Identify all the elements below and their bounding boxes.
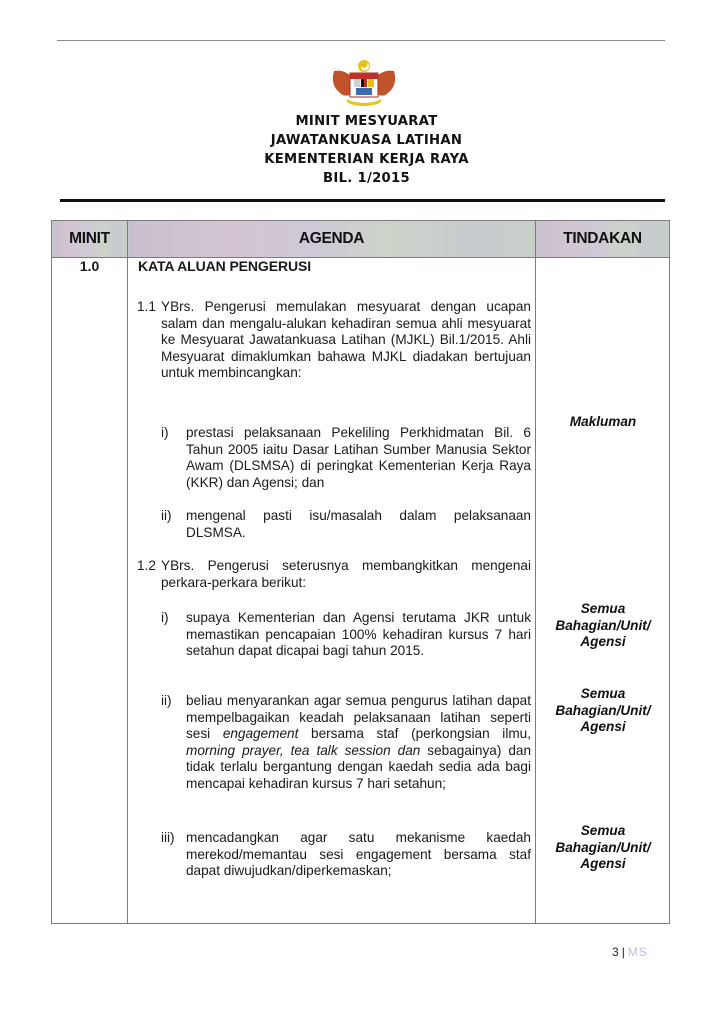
text-part: sebagainya) dan tidak terlalu bergantung dengan kaedah sedia ada bagi mencapai kehadiran kursus 7 hari setahun; xyxy=(186,742,531,791)
table-row xyxy=(52,258,670,924)
tindakan-line: Semua xyxy=(580,823,626,838)
top-divider xyxy=(57,40,665,41)
tindakan-1-2-i xyxy=(536,601,670,651)
text-part: bersama staf (perkongsian ilmu, xyxy=(298,726,532,742)
agenda-item-1-1 xyxy=(137,299,531,382)
tindakan-line: Bahagian/Unit/ xyxy=(555,617,651,633)
minit-number: 1.0 xyxy=(52,258,128,924)
subitem-text: mencadangkan agar satu mekanisme kaedah merekod/memantau sesi engagement bersama staf dapat diwujudkan/diperkemaskan; xyxy=(186,830,531,879)
agenda-cell xyxy=(128,258,536,924)
title-line-4: BIL. 1/2015 xyxy=(323,171,410,186)
malaysia-coat-of-arms-icon xyxy=(328,57,400,109)
title-divider xyxy=(60,199,665,202)
tindakan-line: Semua xyxy=(580,601,626,616)
item-text: YBrs. Pengerusi seterusnya membangkitkan mengenai perkara-perkara berikut: xyxy=(161,558,531,590)
tindakan-makluman: Makluman xyxy=(569,414,637,429)
subitem-number: ii) xyxy=(161,693,172,708)
agenda-item-1-2 xyxy=(137,558,531,591)
agenda-subitem-1-1-i xyxy=(161,425,531,491)
document-title xyxy=(0,112,727,188)
text-part: beliau menyarankan agar semua pengurus latihan dapat mempelbagaikan keadah pelaksanaan latihan seperti sesi xyxy=(186,693,531,742)
tindakan-line: Agensi xyxy=(580,856,626,872)
agenda-subitem-1-2-iii xyxy=(161,830,531,880)
item-text: YBrs. Pengerusi memulakan mesyuarat dengan ucapan salam dan mengalu-alukan kehadiran semua ahli mesyuarat ke Mesyuarat Jawatankuasa Latihan (MJKL) Bil.1/2015. Ahli Mesyuarat dimaklumkan bahawa MJKL diadakan bertujuan untuk membincangkan: xyxy=(161,299,531,381)
column-header-agenda: AGENDA xyxy=(128,221,536,258)
subitem-text: prestasi pelaksanaan Pekeliling Perkhidmatan Bil. 6 Tahun 2005 iaitu Dasar Latihan Sumber Manusia Sektor Awam (DLSMSA) di peringkat Kementerian Kerja Raya (KKR) dan Agensi; dan xyxy=(186,425,531,490)
table-header-row xyxy=(52,221,670,258)
page-footer xyxy=(612,945,648,959)
agenda-subitem-1-2-ii xyxy=(161,693,531,793)
tindakan-1-2-ii xyxy=(536,686,670,736)
subitem-number: ii) xyxy=(161,508,172,523)
item-number: 1.2 xyxy=(137,558,156,573)
text-part-italic: morning prayer, tea talk session dan xyxy=(186,742,421,758)
tindakan-line: Bahagian/Unit/ xyxy=(555,839,651,855)
tindakan-1-2-iii xyxy=(536,823,670,873)
footer-initials: MS xyxy=(627,945,648,959)
tindakan-line: Semua xyxy=(580,686,626,701)
tindakan-line: Bahagian/Unit/ xyxy=(555,702,651,718)
text-part-italic: engagement xyxy=(222,726,299,742)
subitem-number: iii) xyxy=(161,830,175,845)
subitem-number: i) xyxy=(161,610,169,625)
title-line-2: JAWATANKUASA LATIHAN xyxy=(270,133,463,148)
subitem-number: i) xyxy=(161,425,169,440)
page-number: 3 xyxy=(612,945,619,959)
tindakan-line: Agensi xyxy=(580,634,626,650)
subitem-text xyxy=(186,693,531,793)
minutes-table xyxy=(51,220,670,924)
section-heading: KATA ALUAN PENGERUSI xyxy=(138,258,312,274)
column-header-minit: MINIT xyxy=(52,221,128,258)
title-line-3: KEMENTERIAN KERJA RAYA xyxy=(264,152,469,167)
column-header-tindakan: TINDAKAN xyxy=(536,221,670,258)
item-number: 1.1 xyxy=(137,299,156,314)
footer-separator: | xyxy=(621,945,625,959)
subitem-text: mengenal pasti isu/masalah dalam pelaksanaan DLSMSA. xyxy=(186,508,531,540)
title-line-1: MINIT MESYUARAT xyxy=(295,114,438,129)
agenda-subitem-1-2-i xyxy=(161,610,531,660)
tindakan-line: Agensi xyxy=(580,719,626,735)
agenda-subitem-1-1-ii xyxy=(161,508,531,541)
subitem-text: supaya Kementerian dan Agensi terutama JKR untuk memastikan pencapaian 100% kehadiran kursus 7 hari setahun dapat dicapai bagi tahun 2015. xyxy=(186,610,531,659)
tindakan-cell xyxy=(536,258,670,924)
